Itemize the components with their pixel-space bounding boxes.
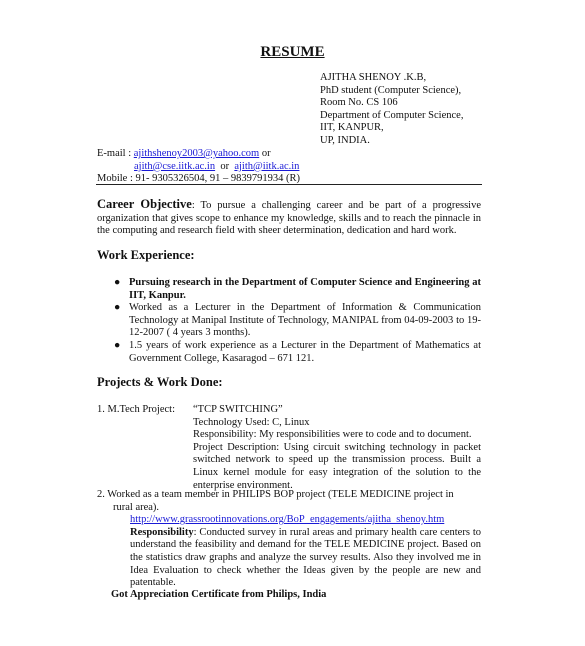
email-link-yahoo[interactable]: ajithshenoy2003@yahoo.com: [133, 148, 260, 159]
objective-text: : To pursue a challenging career and be part of a progressive organization that gives scope to enhance my knowledge, skills and to reach the pinnacle in the computing and research field with sheer determination, dedication and hard work.: [97, 200, 482, 237]
project-2: [97, 489, 481, 590]
bullet-icon: ●: [114, 339, 121, 351]
projects-heading: Projects & Work Done:: [97, 375, 223, 389]
header-divider: [96, 184, 482, 185]
email-line: [97, 161, 300, 174]
project-1-description: Project Description: Using circuit switching technology in packet switched network to speed up the transmission process. Built a Linux kernel module for easy integration of the solution to the enterprise environment.: [193, 441, 481, 491]
project-1-responsibility: Responsibility: My responsibilities were to code and to document.: [193, 429, 472, 441]
career-objective: [97, 198, 481, 238]
project-url-link[interactable]: http://www.grassrootinnovations.org/BoP_engagements/ajitha_shenoy.htm: [130, 514, 445, 526]
email-link-iitk[interactable]: ajith@iitk.ac.in: [234, 160, 300, 172]
contact-block: [97, 148, 300, 186]
project-1: [97, 404, 481, 491]
work-item-text: Worked as a Lecturer in the Department of Information & Communication Technology at Manipal Institute of Technology, MANIPAL from 04-09-2003 to 19-12-2007 ( 4 years 3 months).: [129, 302, 481, 339]
responsibility-text: : Conducted survey in rural areas and primary health care centers to understand the feasibility and demand for the TELE MEDICINE project. Based on the statistics draw graphs and analyze the survey results. Also they involved me in Idea Evaluation to check whether the Ideas given by the people are new and patentable.: [130, 526, 481, 589]
address-line: UP, INDIA.: [320, 134, 370, 146]
address-line: Room No. CS 106: [320, 97, 398, 109]
address-block: [320, 72, 463, 148]
bullet-icon: ●: [114, 277, 121, 288]
address-name: AJITHA SHENOY .K.B,: [320, 72, 427, 83]
mobile-line: Mobile : 91- 9305326504, 91 – 9839791934 (R): [97, 173, 300, 185]
work-experience-list: [97, 277, 481, 365]
project-2-heading-cont: rural area).: [113, 501, 160, 513]
work-experience-heading: Work Experience:: [97, 248, 195, 262]
address-line: PhD student (Computer Science),: [320, 84, 462, 96]
project-2-heading: 2. Worked as a team member in PHILIPS BOP project (TELE MEDICINE project in: [97, 489, 454, 500]
project-2-details: [97, 514, 481, 590]
project-1-label: 1. M.Tech Project:: [97, 404, 175, 415]
email-label: E-mail :: [97, 148, 132, 159]
email-link-cse[interactable]: ajith@cse.iitk.ac.in: [134, 160, 216, 172]
work-item-text: 1.5 years of work experience as a Lecturer in the Department of Mathematics at Government College, Kasaragod – 671 121.: [129, 339, 481, 364]
objective-label: Career Objective: [97, 197, 192, 211]
or-text: or: [261, 148, 271, 159]
list-item: [97, 277, 481, 302]
bullet-icon: ●: [114, 302, 121, 314]
work-item-text: Pursuing research in the Department of Computer Science and Engineering at IIT, Kanpur.: [129, 277, 481, 301]
project-1-technology: Technology Used: C, Linux: [193, 416, 310, 428]
list-item: [97, 302, 481, 340]
email-line: [97, 148, 300, 161]
responsibility-label: Responsibility: [130, 526, 194, 538]
project-1-title: “TCP SWITCHING”: [193, 404, 283, 415]
resume-title: RESUME: [260, 44, 325, 60]
address-line: Department of Computer Science,: [320, 109, 464, 121]
address-line: IIT, KANPUR,: [320, 122, 384, 134]
certificate-note: Got Appreciation Certificate from Philips, India: [111, 589, 327, 600]
list-item: [97, 340, 481, 365]
or-text: or: [220, 160, 230, 172]
project-1-details: [193, 404, 481, 492]
